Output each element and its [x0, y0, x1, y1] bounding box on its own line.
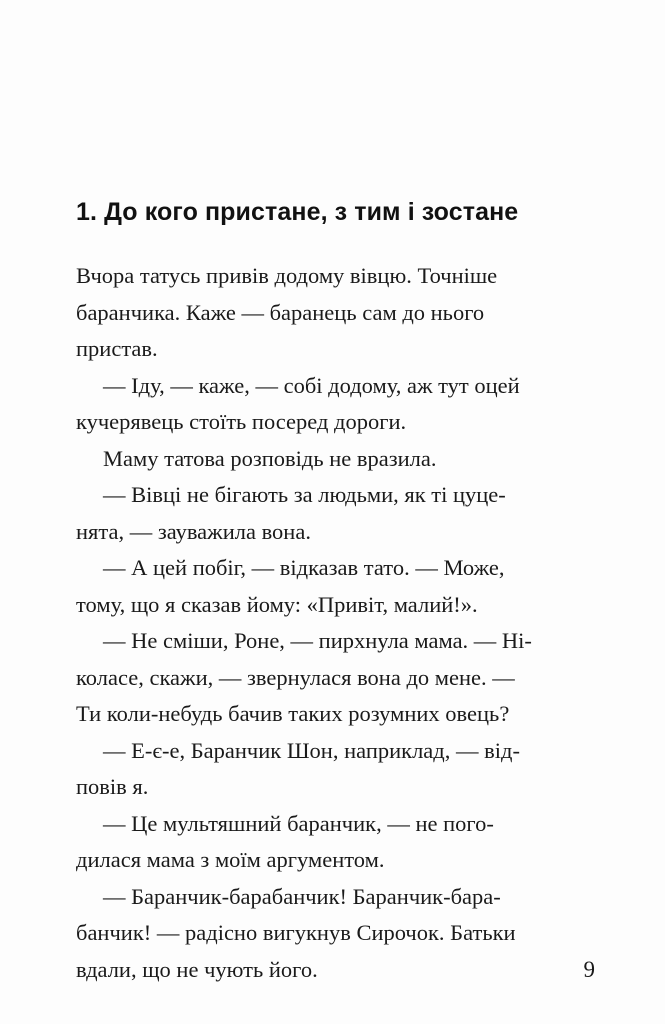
chapter-title: 1. До кого пристане, з тим і зостане [76, 198, 519, 226]
text-line: Вчора татусь привів додому вівцю. Точніше [76, 263, 498, 288]
text-line: пристав. [76, 336, 158, 361]
text-line: Маму татова розповідь не вразила. [103, 445, 437, 471]
text-line: Ти коли-небудь бачив таких розумних овець? [76, 701, 510, 726]
body-text [76, 258, 596, 988]
text-line: нята, — зауважила вона. [76, 518, 311, 544]
text-line: — Не сміши, Роне, — пирхнула мама. — Ні- [103, 628, 532, 653]
text-line: — Це мультяшний баранчик, — не пого- [103, 810, 494, 836]
text-line: — Баранчик-барабанчик! Баранчик-бара- [103, 883, 501, 909]
text-line: тому, що я сказав йому: «Привіт, малий!». [76, 591, 478, 617]
page-number: 9 [583, 957, 595, 982]
text-line: коласе, скажи, — звернулася вона до мене. — [76, 664, 515, 690]
text-line: — Вівці не бігають за людьми, як ті цуце- [103, 482, 506, 507]
text-line: повів я. [76, 774, 149, 799]
text-line: баранчика. Каже — баранець сам до нього [76, 299, 485, 325]
text-line: — А цей побіг, — відказав тато. — Може, [103, 555, 505, 580]
text-line: банчик! — радісно вигукнув Сирочок. Батьки [76, 920, 516, 945]
text-line: кучерявець стоїть посеред дороги. [76, 409, 407, 434]
text-line: — Е-є-е, Баранчик Шон, наприклад, — від- [103, 737, 520, 763]
text-line: дилася мама з моїм аргументом. [76, 847, 385, 872]
text-line: вдали, що не чують його. [76, 956, 318, 982]
text-line: — Іду, — каже, — собі додому, аж тут оцей [103, 372, 520, 398]
